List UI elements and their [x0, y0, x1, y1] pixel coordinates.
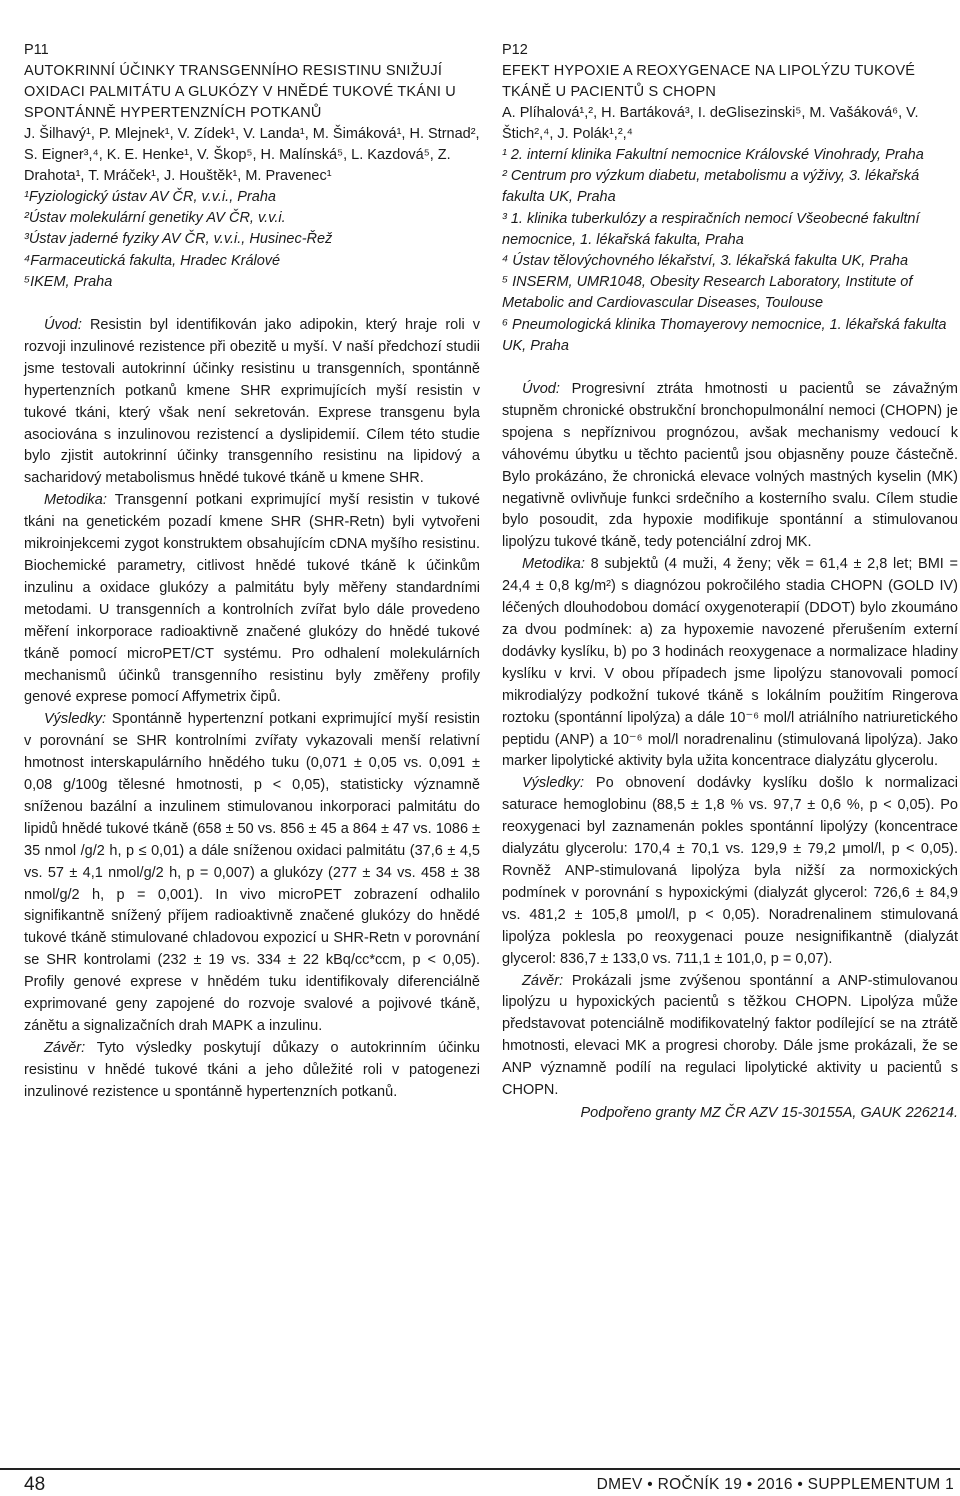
- section-label: Metodika:: [522, 556, 585, 573]
- section-text: Transgenní potkani exprimující myší resistin v tukové tkáni na genetickém pozadí kmene SHR (SHR-Retn) byli vytvořeni mikroinjekcemi zygot konstruktem obsahujícím cDNA myšího resistinu. Biochemické parametry, citlivost hnědé tukové tkáně k účinkům inzulinu a oxidace glukózy a palmitátu byly měřeny standardními metodami. U transgenních a kontrolních zvířat bylo dále provedeno měření inkorporace radioaktivně značené glukózy do hnědé tukové tkáně pomocí microPET/CT systému. Pro odhalení molekulárních mechanismů účinků transgenního resistinu byly změřeny profily genové exprese pomocí Affymetrix čipů.: [24, 492, 480, 706]
- abstract-body: [24, 315, 480, 1104]
- section-label: Úvod:: [44, 317, 82, 334]
- section-methods: [502, 554, 958, 773]
- affiliation-item: ² Centrum pro výzkum diabetu, metabolismu a výživy, 3. lékařská fakulta UK, Praha: [502, 168, 920, 206]
- journal-footer: DMEV • ROČNÍK 19 • 2016 • SUPPLEMENTUM 1: [596, 1476, 954, 1493]
- section-text: Progresivní ztráta hmotnosti u pacientů se závažným stupněm chronické obstrukční bronchopulmonální nemoci (CHOPN) je spojena s nepříznivou prognózou, avšak mechanismy vedoucí k váhovému úbytku u těchto pacientů jsou objasněny pouze částečně. Bylo prokázáno, že chronická elevace volných mastných kyselin (MK) negativně ovlivňuje funkci srdečního a kosterního svalu. Cílem studie bylo posoudit, zda hypoxie modifikuje spontánní a stimulovanou lipolýzu tukové tkáně, tedy potenciální zdroj MK.: [502, 381, 958, 551]
- author-list: J. Šilhavý¹, P. Mlejnek¹, V. Zídek¹, V. Landa¹, M. Šimáková¹, H. Strnad², S. Eigner³,⁴, K. E. Henke¹, V. Škop⁵, H. Malínská⁵, L. Kazdová⁵, Z. Drahota¹, T. Mráček¹, J. Houštěk¹, M. Pravenec¹: [24, 126, 480, 184]
- affiliation-item: ³Ústav jaderné fyziky AV ČR, v.v.i., Husinec-Řež: [24, 231, 333, 248]
- abstract-title: EFEKT HYPOXIE A REOXYGENACE NA LIPOLÝZU TUKOVÉ TKÁNĚ U PACIENTŮ S CHOPN: [502, 63, 916, 100]
- abstract-title: AUTOKRINNÍ ÚČINKY TRANSGENNÍHO RESISTINU SNIŽUJÍ OXIDACI PALMITÁTU A GLUKÓZY V HNĚDÉ TUKOVÉ TKÁNI U SPONTÁNNĚ HYPERTENZNÍCH POTKANŮ: [24, 63, 456, 121]
- affiliation-item: ¹ 2. interní klinika Fakultní nemocnice Královské Vinohrady, Praha: [502, 147, 924, 163]
- author-list: A. Plíhalová¹,², H. Bartáková³, I. deGlisezinski⁵, M. Vašáková⁶, V. Štich²,⁴, J. Polák¹,²,⁴: [502, 105, 919, 142]
- section-text: Po obnovení dodávky kyslíku došlo k normalizaci saturace hemoglobinu (88,5 ± 1,8 % vs. 97,7 ± 0,6 %, p < 0,05). Po reoxygenaci byl zaznamenán pokles spontánní lipolýzy (koncentrace dialyzátu glycerolu: 170,4 ± 70,1 vs. 129,9 ± 79,2 μmol/l, p < 0,05). Rovněž ANP-stimulovaná lipolýza byla nižší za normoxických podmínek v porovnání s hypoxickými (dialyzát glycerol: 726,6 ± 84,9 vs. 481,2 ± 105,8 μmol/l, p < 0,05). Noradrenalinem stimulovaná lipolýza poklesla po reoxygenaci pouze nesignifikantně (dialyzát glycerol: 836,7 ± 133,0 vs. 711,1 ± 101,0, p = 0,07).: [502, 775, 958, 967]
- section-text: Prokázali jsme zvýšenou spontánní a ANP-stimulovanou lipolýzu u hypoxických pacientů s těžkou CHOPN. Lipolýza může představovat potenciálně modifikovatelný faktor podílející se na ztrátě hmotnosti, elevaci MK a progresi choroby. Dále jsme prokázali, že se ANP významně podílí na regulaci lipolytické aktivity u pacientů s CHOPN.: [502, 972, 958, 1099]
- section-conclusion: [24, 1038, 480, 1104]
- affiliation-list: [502, 145, 958, 357]
- section-label: Výsledky:: [522, 775, 585, 792]
- section-label: Závěr:: [44, 1039, 86, 1056]
- affiliation-item: ¹Fyziologický ústav AV ČR, v.v.i., Praha: [24, 189, 276, 205]
- section-text: Spontánně hypertenzní potkani exprimující myší resistin v porovnání se SHR kontrolními zvířaty vykazovali menší relativní hmotnost interskapulárního hnědého tuku (0,071 ± 0,05 vs. 0,091 ± 0,08 g/100g tělesné hmotnosti, p < 0,05), statisticky významně sníženou bazální a inzulinem stimulovanou inkorporaci palmitátu do lipidů hnědé tukové tkáně (658 ± 50 vs. 856 ± 45 a 864 ± 47 vs. 1086 ± 35 nmol /g/2 h, p ≤ 0,01) a dále sníženou oxidaci palmitátu (37,6 ± 4,5 vs. 57 ± 4,1 nmol/g/2 h, p = 0,007) a glukózy (277 ± 34 vs. 458 ± 38 nmol/g/2 h, p = 0,001). In vivo microPET zobrazení odhalilo signifikantně snížený příjem radioaktivně značené glukózy do hnědé tukové tkáně stimulované chladovou expozicí u SHR-Retn v porovnání se SHR kontrolami (232 ± 19 vs. 334 ± 22 kBq/cc*ccm, p < 0,05). Profily genové exprese v hnědém tuku identifikovaly diferenciálně exprimované geny zapojené do rozvoje svalové a pojivové tkáně, zánětu a signalizačních drah MAPK a inzulinu.: [24, 711, 480, 1035]
- footer-rule: [0, 1468, 960, 1470]
- section-text: Resistin byl identifikován jako adipokin, který hraje roli v rozvoji inzulinové rezistence při obezitě u myší. V naší předchozí studii jsme testovali autokrinní účinky resistinu u transgenních, spontánně hypertenzních potkanů kmene SHR exprimujících myší resistin v tukové tkáni, který však není sekretován. Exprese transgenu byla asociována s inzulinovou rezistencí a dyslipidemií. Cílem této studie bylo zjistit autokrinní účinky transgenního resistinu na lipidový a sacharidový metabolismus hnědé tukové tkáně u kmene SHR.: [24, 317, 480, 487]
- affiliation-item: ⁴Farmaceutická fakulta, Hradec Králové: [24, 252, 281, 269]
- abstract-body: [502, 379, 958, 1124]
- section-intro: [24, 315, 480, 490]
- abstract-p11: [24, 40, 480, 1104]
- section-label: Výsledky:: [44, 711, 107, 728]
- section-label: Úvod:: [522, 381, 560, 398]
- affiliation-item: ²Ústav molekulární genetiky AV ČR, v.v.i.: [24, 210, 286, 227]
- affiliation-item: ⁶ Pneumologická klinika Thomayerovy nemocnice, 1. lékařská fakulta UK, Praha: [502, 316, 947, 354]
- section-text: Tyto výsledky poskytují důkazy o autokrinním účinku resistinu v hnědé tukové tkáni a jeho důležité roli v patogenezi inzulinové rezistence u spontánně hypertenzních potkanů.: [24, 1039, 480, 1100]
- section-text: 8 subjektů (4 muži, 4 ženy; věk = 61,4 ± 2,8 let; BMI = 24,4 ± 0,8 kg/m²) s diagnózou pokročilého stadia CHOPN (GOLD IV) léčených dlouhodobou domácí oxygenoterapií (DDOT) bylo zkoumáno za dvou podmínek: a) za hypoxemie navozené přerušením externí dodávky kyslíku, b) po 3 hodinách reoxygenace a normalizace hladiny kyslíku v krvi. V obou případech jsme lipolýzu stanovovali pomocí mikrodialýzy podkožní tukové tkáně s lokálním použitím Ringerova roztoku (spontánní lipolýza) a dále 10⁻⁶ mol/l atriálního natriuretického peptidu (ANP) a 10⁻⁶ mol/l noradrenalinu (stimulovaná lipolýza). Jako marker lipolytické aktivity byla užita koncentrace dialyzátu glycerolu.: [502, 556, 958, 770]
- funding-note: Podpořeno granty MZ ČR AZV 15-30155A, GAUK 226214.: [580, 1104, 958, 1121]
- affiliation-list: [24, 187, 480, 293]
- abstract-code: P11: [24, 42, 49, 58]
- section-label: Závěr:: [522, 972, 564, 989]
- abstract-p12: [502, 40, 958, 1124]
- abstract-code: P12: [502, 42, 528, 58]
- section-results: [24, 709, 480, 1038]
- affiliation-item: ⁵IKEM, Praha: [24, 273, 113, 290]
- section-conclusion: [502, 971, 958, 1102]
- affiliation-item: ⁵ INSERM, UMR1048, Obesity Research Laboratory, Institute of Metabolic and Cardiovascular Diseases, Toulouse: [502, 274, 913, 312]
- affiliation-item: ³ 1. klinika tuberkulózy a respiračních nemocí Všeobecné fakultní nemocnice, 1. lékařská fakulta, Praha: [502, 210, 920, 248]
- affiliation-item: ⁴ Ústav tělovýchovného lékařství, 3. lékařská fakulta UK, Praha: [502, 253, 909, 270]
- section-intro: [502, 379, 958, 554]
- section-methods: [24, 490, 480, 709]
- section-label: Metodika:: [44, 492, 107, 509]
- section-results: [502, 773, 958, 970]
- page-number: 48: [24, 1474, 46, 1495]
